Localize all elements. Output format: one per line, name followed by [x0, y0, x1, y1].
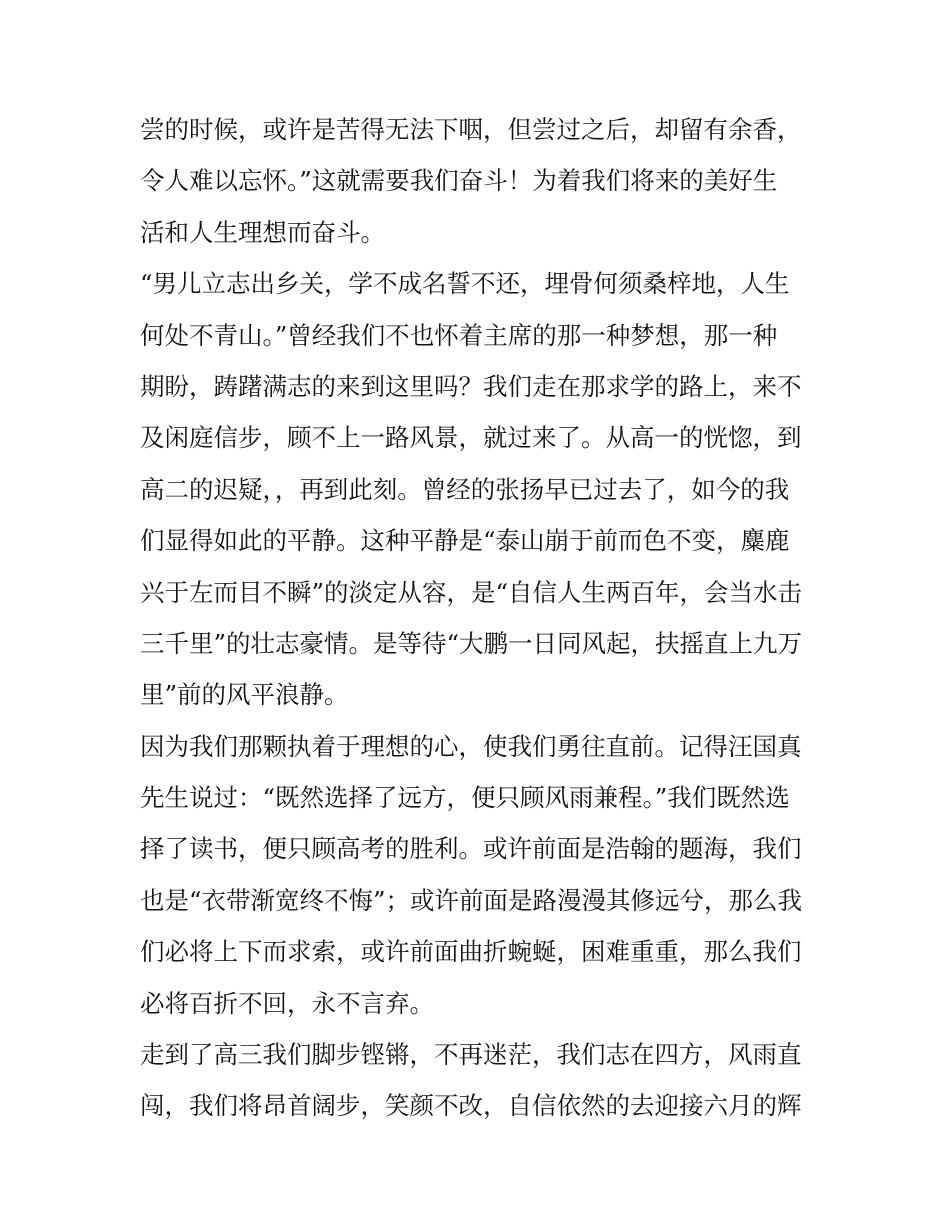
text-line: 们显得如此的平静。这种平静是“泰山崩于前而色不变，麋鹿: [140, 526, 790, 556]
text-line: 活和人生理想而奋斗。: [140, 217, 385, 247]
text-line: 三千里”的壮志豪情。是等待“大鹏一日同风起，扶摇直上九万: [140, 628, 803, 658]
text-line: 何处不青山。”曾经我们不也怀着主席的那一种梦想，那一种: [140, 320, 778, 350]
text-line: 们必将上下而求索，或许前面曲折蜿蜒，困难重重，那么我们: [140, 937, 802, 967]
text-line: 兴于左而目不瞬”的淡定从容，是“自信人生两百年，会当水击: [140, 577, 803, 607]
text-line: 也是“衣带渐宽终不悔”；或许前面是路漫漫其修远兮，那么我: [140, 885, 803, 915]
text-line: 里”前的风平浪静。: [140, 680, 349, 710]
text-line: “男儿立志出乡关，学不成名誓不还，埋骨何须桑梓地，人生: [140, 269, 790, 299]
text-line: 令人难以忘怀。”这就需要我们奋斗！为着我们将来的美好生: [140, 166, 778, 196]
body-text: [140, 104, 820, 1132]
text-line: 走到了高三我们脚步铿锵，不再迷茫，我们志在四方，风雨直: [140, 1040, 802, 1070]
text-line: 必将百折不回，永不言弃。: [140, 988, 434, 1018]
text-line: 择了读书，便只顾高考的胜利。或许前面是浩翰的题海，我们: [140, 834, 802, 864]
text-line: 高二的迟疑，，再到此刻。曾经的张扬早已过去了，如今的我: [140, 474, 790, 504]
text-line: 因为我们那颗执着于理想的心，使我们勇往直前。记得汪国真: [140, 731, 802, 761]
text-line: 期盼，踌躇满志的来到这里吗？我们走在那求学的路上，来不: [140, 371, 802, 401]
text-line: 先生说过：“既然选择了远方，便只顾风雨兼程。”我们既然选: [140, 783, 790, 813]
text-line: 尝的时候，或许是苦得无法下咽，但尝过之后，却留有余香，: [140, 115, 802, 144]
text-line: 闯，我们将昂首阔步，笑颜不改，自信依然的去迎接六月的辉: [140, 1091, 802, 1121]
text-line: 及闲庭信步，顾不上一路风景，就过来了。从高一的恍惚，到: [140, 423, 802, 453]
